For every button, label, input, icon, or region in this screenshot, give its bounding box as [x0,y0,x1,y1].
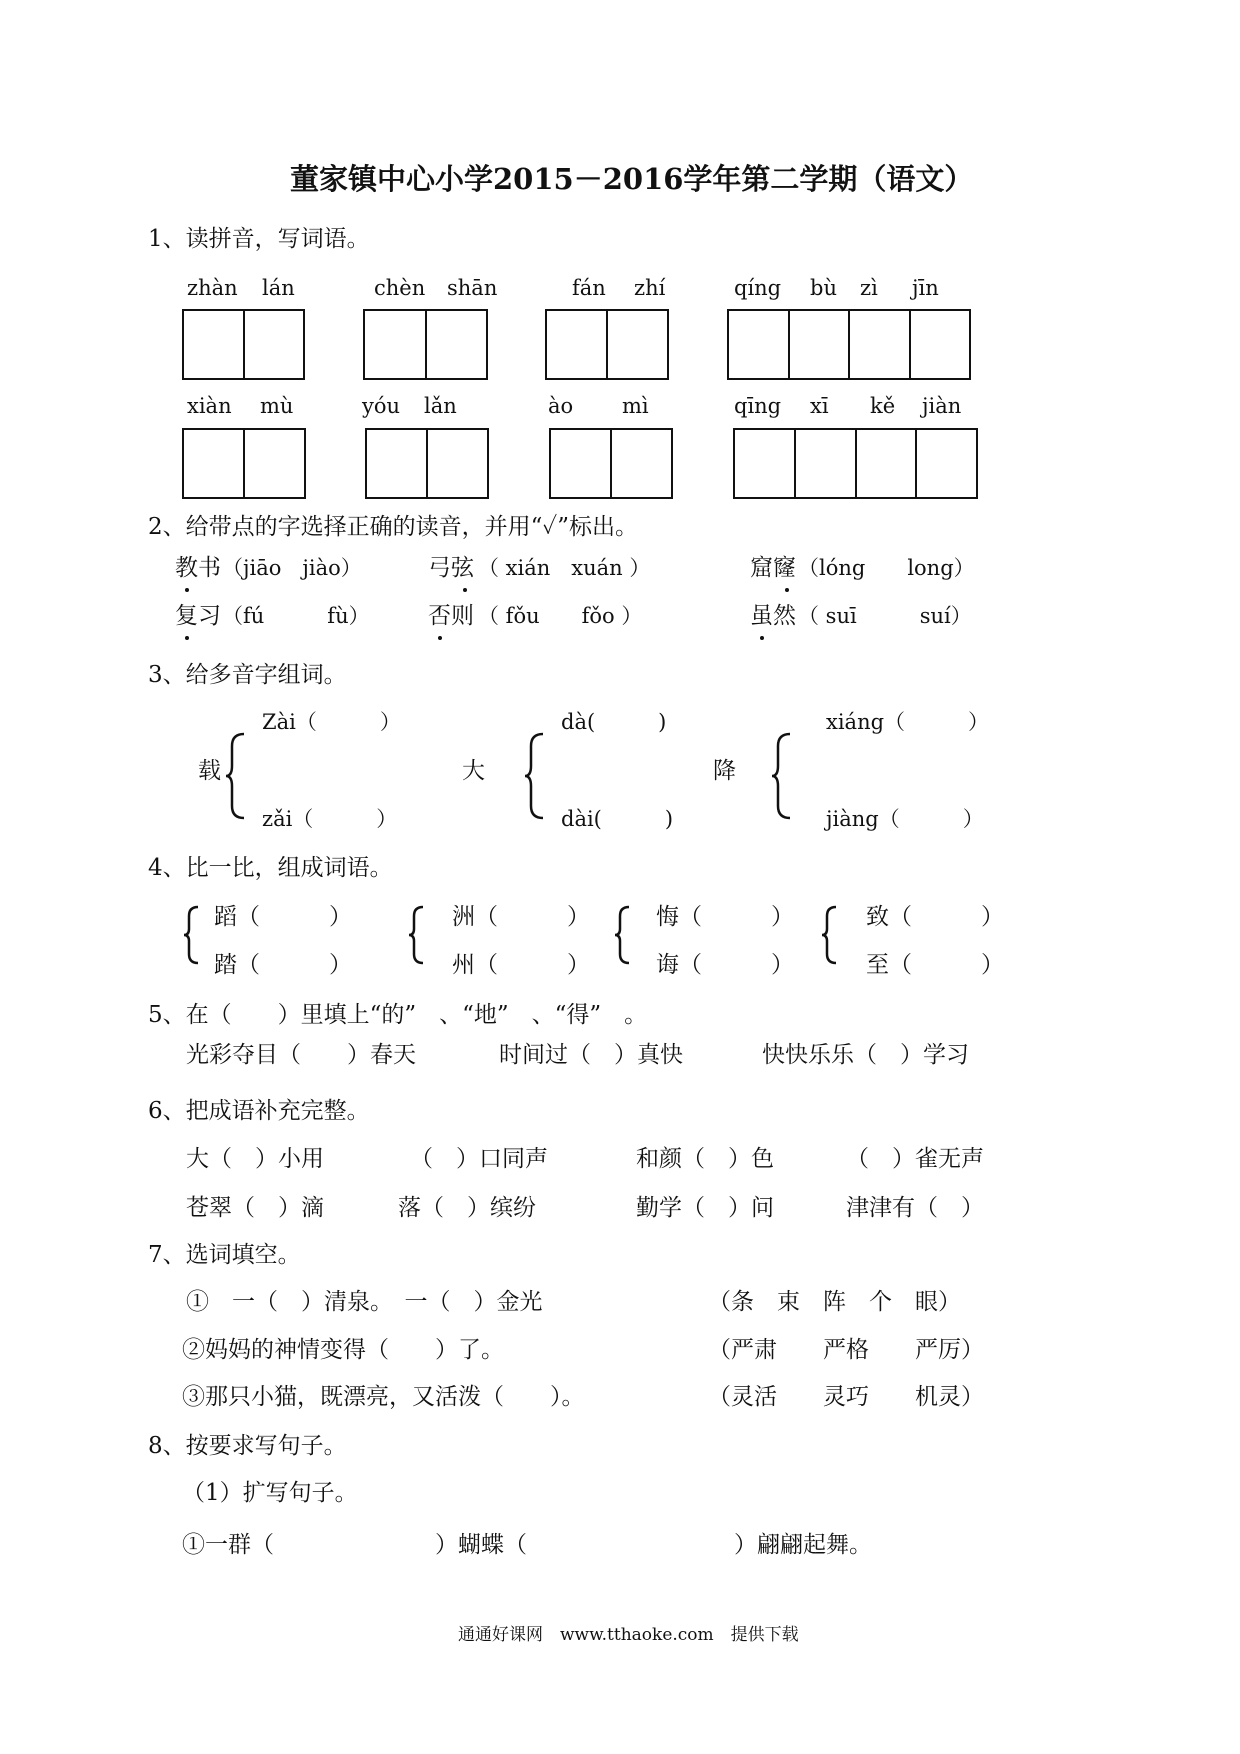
q7-choices: （条 束 阵 个 眼） [708,1289,961,1315]
left-brace-icon [224,732,246,820]
q1-pinyin: zì [860,276,878,300]
emphasis-dot [185,636,189,640]
q1-pinyin: yóu [362,394,401,418]
page-title: 董家镇中心小学2015－2016学年第二学期（语文） [290,162,974,196]
q4-item: 蹈（ ） [214,904,352,930]
q4-item: 诲（ ） [656,952,794,978]
q2-heading: 2、给带点的字选择正确的读音，并用“✓”标出。 [148,514,638,540]
q6-item: （ ）雀无声 [846,1146,984,1172]
q1-pinyin: xiàn [187,394,232,418]
q4-item: 致（ ） [866,904,1004,930]
q4-item: 至（ ） [866,952,1004,978]
q5-heading: 5、在（ ）里填上“的” 、“地” 、“得” 。 [148,1002,648,1028]
q6-item: 落（ ）缤纷 [398,1195,536,1221]
q1-writing-box[interactable] [733,428,978,499]
q6-item: 津津有（ ） [846,1195,984,1221]
q5-item: 快快乐乐（ ）学习 [762,1042,969,1068]
q8-heading: 8、按要求写句子。 [148,1433,347,1459]
q2-word: 复习 [175,603,221,629]
q3-reading: Zài（ ） [262,710,401,734]
left-brace-icon [407,905,425,965]
q1-pinyin: qīng [734,394,782,418]
q8-sentence: ①一群（ ）蝴蝶（ ）翩翩起舞。 [182,1532,872,1558]
q1-writing-box[interactable] [365,428,489,499]
q5-item: 时间过（ ）真快 [499,1042,683,1068]
q6-item: 大（ ）小用 [186,1146,324,1172]
left-brace-icon [820,905,838,965]
q3-reading: jiàng（ ） [826,807,984,831]
left-brace-icon [770,732,792,820]
q3-reading: dà( ) [561,710,667,734]
q1-pinyin: shān [447,276,498,300]
q1-writing-box[interactable] [182,428,306,499]
q2-word: 弓弦 [428,555,474,581]
q1-writing-box[interactable] [545,309,669,380]
q1-writing-box[interactable] [363,309,488,380]
q1-pinyin: fán [572,276,606,300]
q4-item: 州（ ） [452,952,590,978]
q4-item: 悔（ ） [656,904,794,930]
q1-pinyin: kě [870,394,896,418]
q1-pinyin: ào [548,394,574,418]
q3-char: 降 [713,758,736,784]
q3-reading: xiáng（ ） [826,710,990,734]
q5-item: 光彩夺目（ ）春天 [186,1042,416,1068]
q2-options: （fú fù） [222,604,370,628]
left-brace-icon [613,905,631,965]
q2-word: 否则 [428,603,474,629]
q7-sentence: ① 一（ ）清泉。 一（ ）金光 [186,1289,543,1315]
q2-word: 窟窿 [750,555,796,581]
q7-choices: （严肃 严格 严厉） [708,1337,984,1363]
emphasis-dot [785,588,789,592]
emphasis-dot [185,588,189,592]
q7-choices: （灵活 灵巧 机灵） [708,1384,984,1410]
q1-pinyin: lǎn [424,394,457,418]
q6-item: 和颜（ ）色 [636,1146,774,1172]
q1-heading: 1、读拼音，写词语。 [148,226,370,252]
q3-char: 大 [462,758,485,784]
q2-options: （ xián xuán ） [478,556,651,580]
q1-pinyin: bù [810,276,837,300]
q8-subheading: （1）扩写句子。 [182,1480,358,1506]
q3-heading: 3、给多音字组词。 [148,662,347,688]
q2-word: 虽然 [750,603,796,629]
q1-writing-box[interactable] [549,428,673,499]
q1-pinyin: mù [260,394,294,418]
q1-pinyin: zhí [634,276,666,300]
q4-item: 洲（ ） [452,904,590,930]
q3-char: 载 [198,758,221,784]
q7-sentence: ②妈妈的神情变得（ ）了。 [182,1337,504,1363]
q1-pinyin: xī [810,394,829,418]
q2-options: （jiāo jiào） [222,556,362,580]
emphasis-dot [760,636,764,640]
q3-reading: dài( ) [561,807,674,831]
q1-pinyin: mì [622,394,649,418]
emphasis-dot [463,588,467,592]
q1-pinyin: jiàn [922,394,962,418]
q4-heading: 4、比一比，组成词语。 [148,855,393,881]
q6-item: 苍翠（ ）滴 [186,1195,324,1221]
q1-writing-box[interactable] [727,309,971,380]
q7-heading: 7、选词填空。 [148,1242,301,1268]
q3-reading: zǎi（ ） [262,807,398,831]
left-brace-icon [523,732,545,820]
q1-writing-box[interactable] [182,309,305,380]
q1-pinyin: jīn [912,276,939,300]
q2-options: （ suī suí） [798,604,972,628]
q2-word: 教书 [175,555,221,581]
q7-sentence: ③那只小猫，既漂亮，又活泼（ ）。 [182,1384,585,1410]
q1-pinyin: lán [262,276,295,300]
q1-pinyin: qíng [734,276,782,300]
left-brace-icon [182,905,200,965]
q1-pinyin: chèn [374,276,426,300]
q2-options: （ fǒu fǒo ） [478,604,643,628]
page-footer: 通通好课网 www.tthaoke.com 提供下载 [458,1625,799,1645]
q6-heading: 6、把成语补充完整。 [148,1098,370,1124]
q6-item: （ ）口同声 [410,1146,548,1172]
q6-item: 勤学（ ）问 [636,1195,774,1221]
emphasis-dot [438,636,442,640]
q1-pinyin: zhàn [187,276,238,300]
q2-options: （lóng long） [798,556,975,580]
q4-item: 踏（ ） [214,952,352,978]
